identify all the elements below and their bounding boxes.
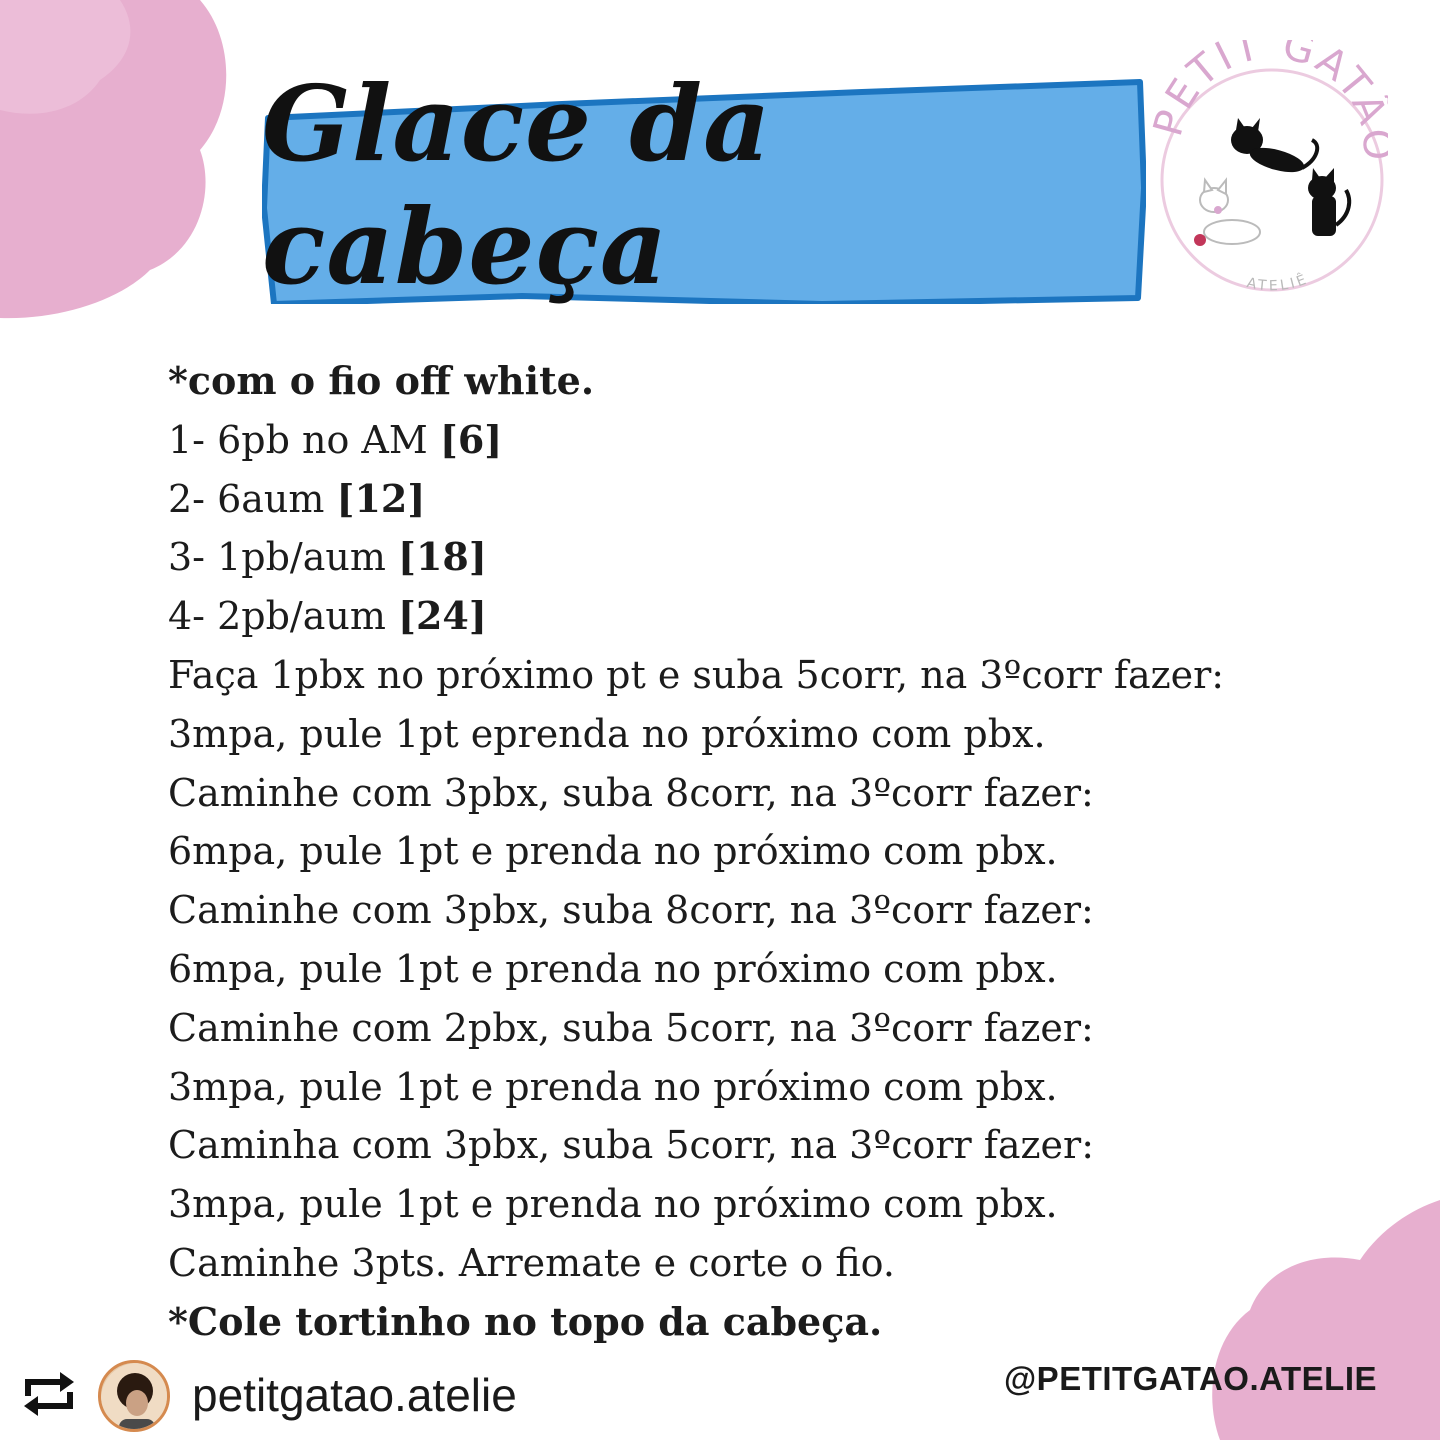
pattern-step: 6mpa, pule 1pt e prenda no próximo com pbx. <box>168 946 1058 991</box>
round-2 <box>168 470 1368 529</box>
pattern-step: 3mpa, pule 1pt e prenda no próximo com pbx. <box>168 1182 1058 1227</box>
page-title: Glace da cabeça <box>262 62 772 308</box>
logo-brand-text: ETIT GAT <box>1156 40 1379 118</box>
repost-icon[interactable] <box>20 1370 78 1418</box>
pattern-step: Caminhe 3pts. Arremate e corte o fio. <box>168 1240 895 1285</box>
pattern-step: 3mpa, pule 1pt eprenda no próximo com pbx. <box>168 711 1046 756</box>
stitch-count: [6] <box>439 416 503 462</box>
title-banner <box>262 62 1146 308</box>
stitch-count: [18] <box>397 534 487 580</box>
pattern-step: Caminhe com 3pbx, suba 8corr, na 3ºcorr fazer: <box>168 770 1094 815</box>
stitch-count: [12] <box>336 475 426 521</box>
pattern-step: Caminha com 3pbx, suba 5corr, na 3ºcorr fazer: <box>168 1123 1094 1168</box>
round-1 <box>168 411 1368 470</box>
pattern-step: 3mpa, pule 1pt e prenda no próximo com pbx. <box>168 1064 1058 1109</box>
logo-subtitle-text: ATELIÊ <box>1245 271 1312 295</box>
brand-logo <box>1152 40 1388 300</box>
round-4 <box>168 587 1368 646</box>
stitch-count: [24] <box>397 593 487 639</box>
pattern-step: 6mpa, pule 1pt e prenda no próximo com pbx. <box>168 829 1058 874</box>
round-text: 3- 1pb/aum <box>168 535 398 580</box>
pattern-intro: *com o fio off white. <box>168 358 595 403</box>
pattern-step: Faça 1pbx no próximo pt e suba 5corr, na 3ºcorr fazer: <box>168 652 1225 697</box>
avatar[interactable] <box>98 1360 170 1432</box>
pattern-instructions <box>168 352 1368 1352</box>
instagram-handle: @PETITGATAO.ATELIE <box>1004 1360 1377 1397</box>
pattern-step: Caminhe com 3pbx, suba 8corr, na 3ºcorr fazer: <box>168 888 1094 933</box>
pink-blob-top-left <box>0 0 240 330</box>
round-text: 2- 6aum <box>168 476 337 521</box>
pattern-step: Caminhe com 2pbx, suba 5corr, na 3ºcorr fazer: <box>168 1005 1094 1050</box>
repost-username[interactable]: petitgatao.atelie <box>192 1369 517 1421</box>
pattern-final-note: *Cole tortinho no topo da cabeça. <box>168 1298 883 1344</box>
round-3 <box>168 528 1368 587</box>
round-text: 1- 6pb no AM <box>168 417 440 462</box>
round-text: 4- 2pb/aum <box>168 594 398 639</box>
